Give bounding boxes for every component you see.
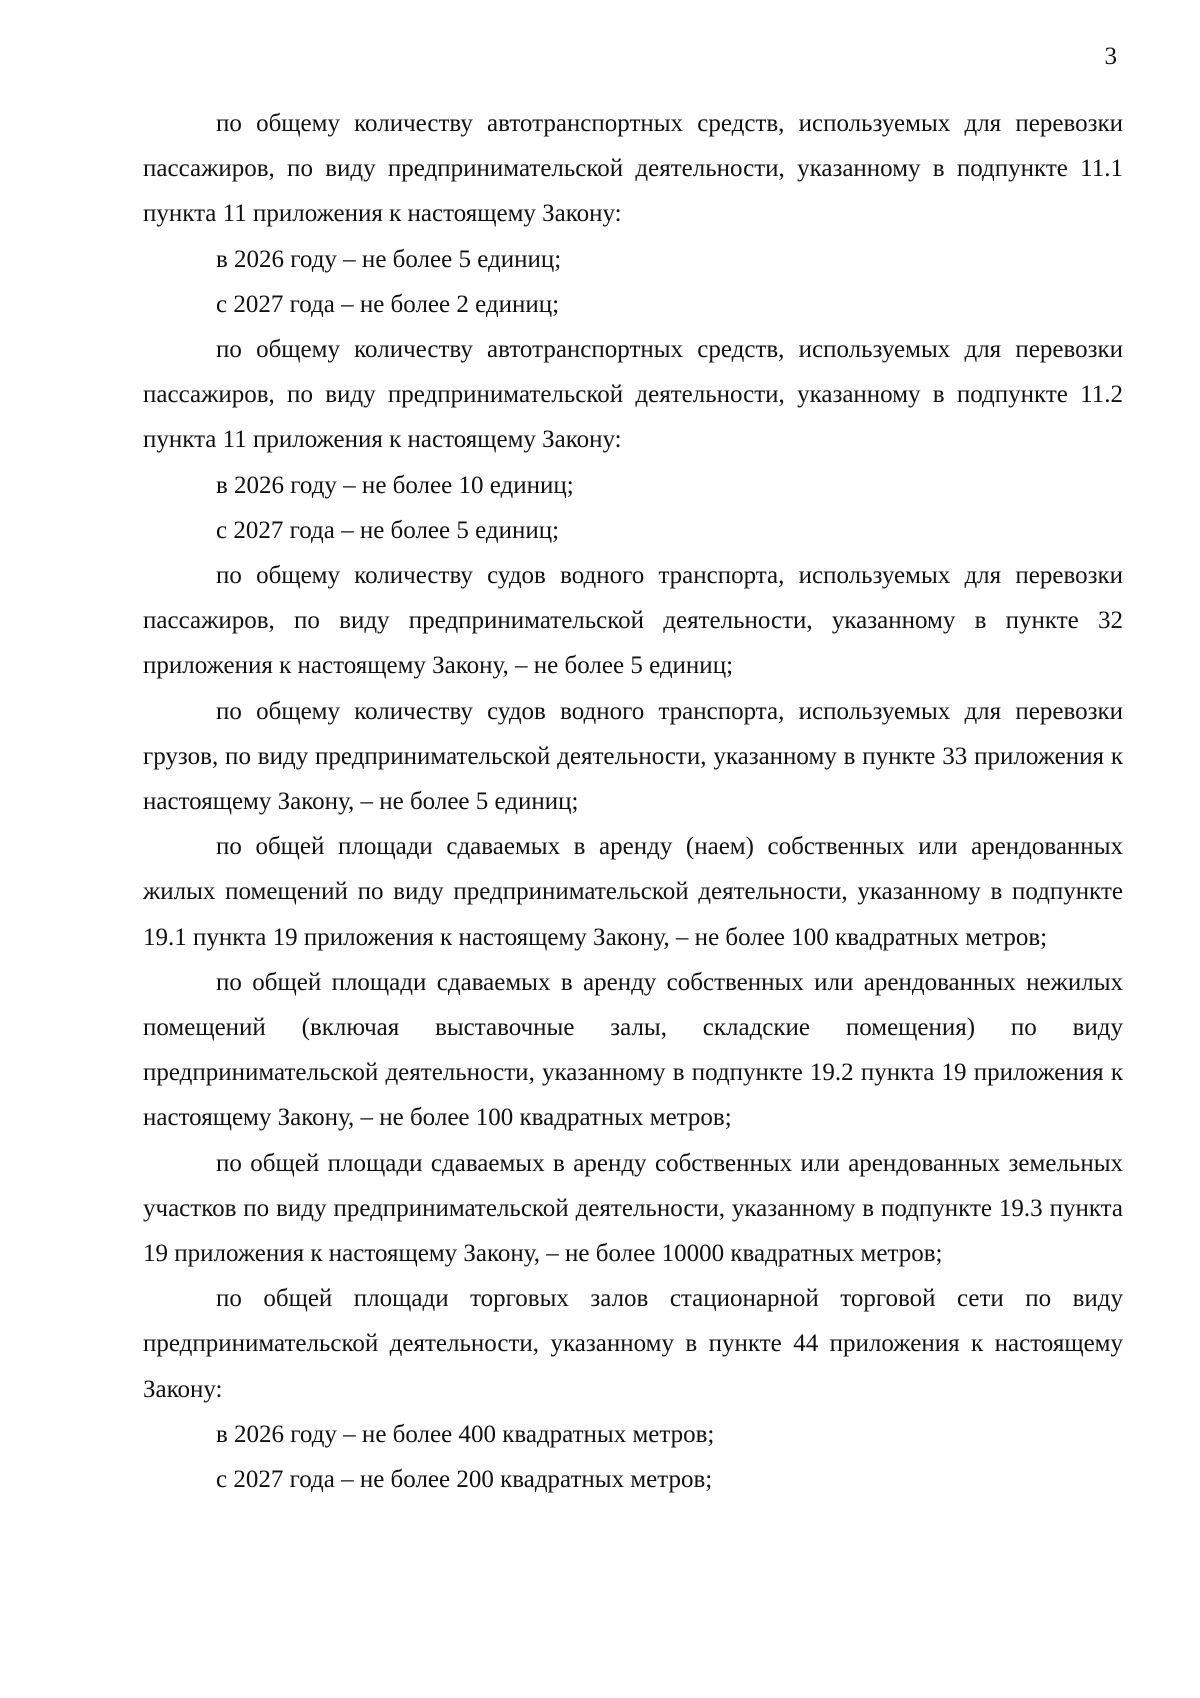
paragraph: в 2026 году – не более 400 квадратных метров; (216, 1420, 715, 1448)
paragraph: по общей площади торговых залов стационарной торговой сети по виду предпринимательской деятельности, указанному в пункте 44 приложения к настоящему Закону: (143, 1285, 1123, 1403)
paragraph: в 2026 году – не более 5 единиц; (216, 245, 562, 273)
paragraph: по общей площади сдаваемых в аренду собственных или арендованных нежилых помещений (включая выставочные залы, складские помещения) по виду предпринимательской деятельности, указанному в подпункте 19.2 пункта 19 приложения к настоящему Закону, – не более 100 квадратных метров; (143, 968, 1123, 1132)
paragraph: по общему количеству судов водного транспорта, используемых для перевозки пассажиров, по виду предпринимательской деятельности, указанному в пункте 32 приложения к настоящему Закону, – не более 5 единиц; (143, 562, 1123, 680)
paragraph: по общей площади сдаваемых в аренду собственных или арендованных земельных участков по виду предпринимательской деятельности, указанному в подпункте 19.3 пункта 19 приложения к настоящему Закону, – не более 10000 квадратных метров; (143, 1149, 1123, 1268)
paragraph: по общему количеству судов водного транспорта, используемых для перевозки грузов, по виду предпринимательской деятельности, указанному в пункте 33 приложения к настоящему Закону, – не более 5 единиц; (143, 697, 1123, 816)
paragraph: по общей площади сдаваемых в аренду (наем) собственных или арендованных жилых помещений по виду предпринимательской деятельности, указанному в подпункте 19.1 пункта 19 приложения к настоящему Закону, – не более 100 квадратных метров; (143, 833, 1123, 951)
page-number: 3 (1104, 43, 1117, 70)
paragraph: с 2027 года – не более 5 единиц; (216, 516, 560, 544)
document-body (143, 101, 1123, 1502)
paragraph: с 2027 года – не более 2 единиц; (216, 290, 560, 318)
paragraph: в 2026 году – не более 10 единиц; (216, 471, 574, 499)
paragraph: по общему количеству автотранспортных средств, используемых для перевозки пассажиров, по виду предпринимательской деятельности, указанному в подпункте 11.2 пункта 11 приложения к настоящему Закону: (143, 336, 1123, 454)
paragraph: по общему количеству автотранспортных средств, используемых для перевозки пассажиров, по виду предпринимательской деятельности, указанному в подпункте 11.1 пункта 11 приложения к настоящему Закону: (143, 110, 1123, 228)
paragraph: с 2027 года – не более 200 квадратных метров; (216, 1466, 713, 1494)
